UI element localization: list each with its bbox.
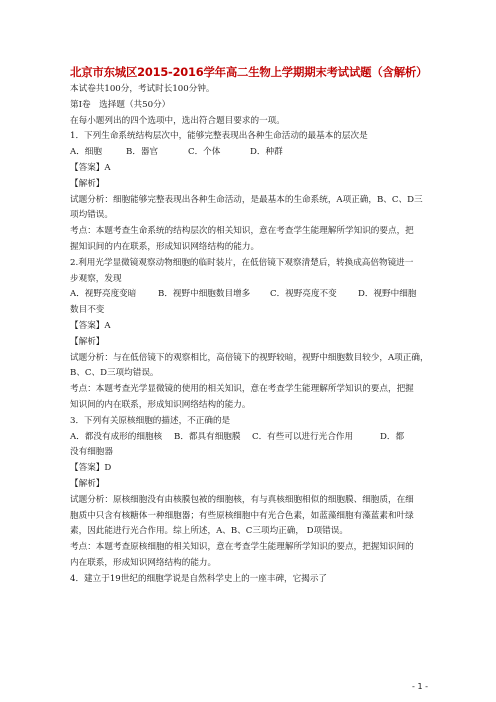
question-1-analysis-line: 试题分析：细胞能够完整表现出各种生命活动，是最基本的生命系统，A项正确，B、C、D三 bbox=[70, 194, 423, 205]
option-b: B．器官 bbox=[126, 147, 159, 158]
option-d: D．种群 bbox=[250, 147, 283, 158]
question-2-answer: 【答案】A bbox=[70, 320, 111, 331]
question-3-analysis-line: 试题分析：原核细胞没有由核膜包被的细胞核，有与真核细胞相似的细胞膜、细胞质，在细 bbox=[70, 494, 414, 505]
option-c: C．个体 bbox=[188, 147, 221, 158]
section-heading: 第Ⅰ卷 选择题（共50分） bbox=[70, 99, 171, 110]
question-1-stem: 1．下列生命系统结构层次中，能够完整表现出各种生命活动的最基本的层次是 bbox=[70, 131, 368, 142]
question-1-options bbox=[70, 145, 430, 161]
option-a: A．视野亮度变暗 bbox=[70, 289, 137, 300]
option-c: C．有些可以进行光合作用 bbox=[252, 431, 354, 442]
document-body bbox=[70, 82, 430, 588]
option-c: C．视野亮度不变 bbox=[270, 289, 337, 300]
question-1-analysis-line: 握知识间的内在联系，形成知识网络结构的能力。 bbox=[70, 241, 260, 252]
exam-intro: 本试卷共100分，考试时长100分钟。 bbox=[70, 84, 215, 94]
question-1-analysis-label: 【解析】 bbox=[70, 178, 105, 189]
document-title: 北京市东城区2015-2016学年高二生物上学期期末考试试题（含解析） bbox=[70, 65, 428, 79]
question-3-answer: 【答案】D bbox=[70, 463, 112, 474]
option-d: D．都 bbox=[380, 431, 405, 442]
option-d: D．视野中细胞 bbox=[358, 289, 417, 300]
question-3-analysis-line: 内在联系，形成知识网络结构的能力。 bbox=[70, 557, 217, 568]
question-2-analysis-line: 知识间的内在联系，形成知识网络结构的能力。 bbox=[70, 399, 251, 410]
question-1-analysis-line: 项均错误。 bbox=[70, 210, 113, 221]
option-b: B．都具有细胞膜 bbox=[174, 431, 241, 442]
question-2-stem: 2.利用光学显微镜观察动物细胞的临时装片，在低倍镜下观察清楚后，转换成高倍物镜进一 bbox=[70, 257, 414, 268]
option-b: B．视野中细胞数目增多 bbox=[158, 289, 251, 300]
question-3-analysis-line: 考点：本题考查原核细胞的相关知识，意在考查学生能理解所学知识的要点，把握知识间的 bbox=[70, 542, 414, 553]
question-3-option-wrap: 没有细胞器 bbox=[70, 447, 113, 458]
question-3-analysis-line: 胞质中只含有核糖体一种细胞器；有些原核细胞中有光合色素，如蓝藻细胞有藻蓝素和叶绿 bbox=[70, 510, 414, 521]
option-a: A．细胞 bbox=[70, 147, 102, 158]
option-a: A．都没有成形的细胞核 bbox=[70, 431, 163, 442]
instruction-text: 在每小题列出的四个选项中，选出符合题目要求的一项。 bbox=[70, 115, 285, 126]
question-1-answer: 【答案】A bbox=[70, 162, 111, 173]
page-number: - 1 - bbox=[412, 682, 428, 691]
question-2-stem: 步观察，发现 bbox=[70, 273, 122, 284]
question-2-option-wrap: 数目不变 bbox=[70, 305, 105, 316]
question-2-analysis-line: 考点：本题考查光学显微镜的使用的相关知识，意在考查学生能理解所学知识的要点，把握 bbox=[70, 384, 414, 395]
question-1-analysis-line: 考点：本题考查生命系统的结构层次的相关知识，意在考查学生能理解所学知识的要点，把 bbox=[70, 226, 414, 237]
question-2-analysis-label: 【解析】 bbox=[70, 336, 105, 347]
question-2-analysis-line: B、C、D三项均错误。 bbox=[70, 368, 159, 379]
question-4-stem: 4．建立于19世纪的细胞学说是自然科学史上的一座丰碑，它揭示了 bbox=[70, 573, 328, 584]
question-2-options bbox=[70, 287, 430, 303]
question-3-stem: 3．下列有关原核细胞的描述，不正确的是 bbox=[70, 415, 231, 426]
question-3-analysis-label: 【解析】 bbox=[70, 478, 105, 489]
question-3-analysis-line: 素，因此能进行光合作用。综上所述，A、B、C三项均正确， D项错误。 bbox=[70, 526, 348, 537]
question-3-options bbox=[70, 430, 430, 446]
question-2-analysis-line: 试题分析：与在低倍镜下的观察相比，高倍镜下的视野较暗，视野中细胞数目较少，A项正确， bbox=[70, 352, 429, 363]
